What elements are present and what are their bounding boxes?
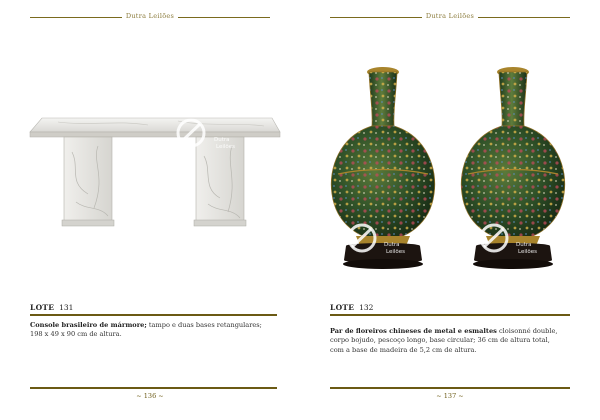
svg-text:Dutra: Dutra — [214, 137, 230, 143]
lot-rule — [30, 314, 277, 316]
description-line-2: corpo bojudo, pescoço longo, base circular; 36 cm de altura total, — [330, 336, 550, 345]
lot-number: 132 — [359, 303, 374, 312]
header-rule-right — [478, 17, 570, 18]
cloisonne-vases-photo — [326, 64, 572, 276]
description-line-2: 198 x 49 x 90 cm de altura. — [30, 330, 122, 339]
header-rule-right — [178, 17, 270, 18]
lot-description — [30, 321, 280, 340]
vase-left — [331, 67, 434, 269]
svg-text:Dutra: Dutra — [384, 242, 400, 248]
lot-heading — [30, 303, 73, 312]
lot-label: LOTE — [30, 303, 55, 312]
svg-text:Leilões: Leilões — [386, 249, 406, 255]
right-page — [300, 0, 600, 420]
lot-rule — [330, 314, 570, 316]
svg-text:Dutra: Dutra — [516, 242, 532, 248]
footer-rule — [30, 387, 277, 389]
svg-text:Leilões: Leilões — [216, 144, 236, 150]
description-line-1: cloisonné double, — [496, 327, 558, 335]
lot-label: LOTE — [330, 303, 355, 312]
page-number: ~ 137 ~ — [436, 392, 464, 400]
vase-right — [461, 67, 564, 269]
lot-heading — [330, 303, 373, 312]
page-header — [330, 12, 570, 24]
description-bold: Console brasileiro de mármore; — [30, 321, 147, 329]
marble-console-photo — [28, 112, 282, 232]
page-header — [30, 12, 270, 24]
header-title: Dutra Leilões — [125, 12, 175, 20]
lot-description — [330, 327, 580, 355]
svg-text:Leilões: Leilões — [518, 249, 538, 255]
header-title: Dutra Leilões — [425, 12, 475, 20]
description-bold: Par de floreiros chineses de metal e esmaltes — [330, 327, 497, 335]
description-line-3: com a base de madeira de 5,2 cm de altura. — [330, 345, 477, 354]
lot-number: 131 — [59, 303, 74, 312]
description-line-1: tampo e duas bases retangulares; — [146, 321, 262, 329]
page-number: ~ 136 ~ — [136, 392, 164, 400]
footer-rule — [330, 387, 570, 389]
